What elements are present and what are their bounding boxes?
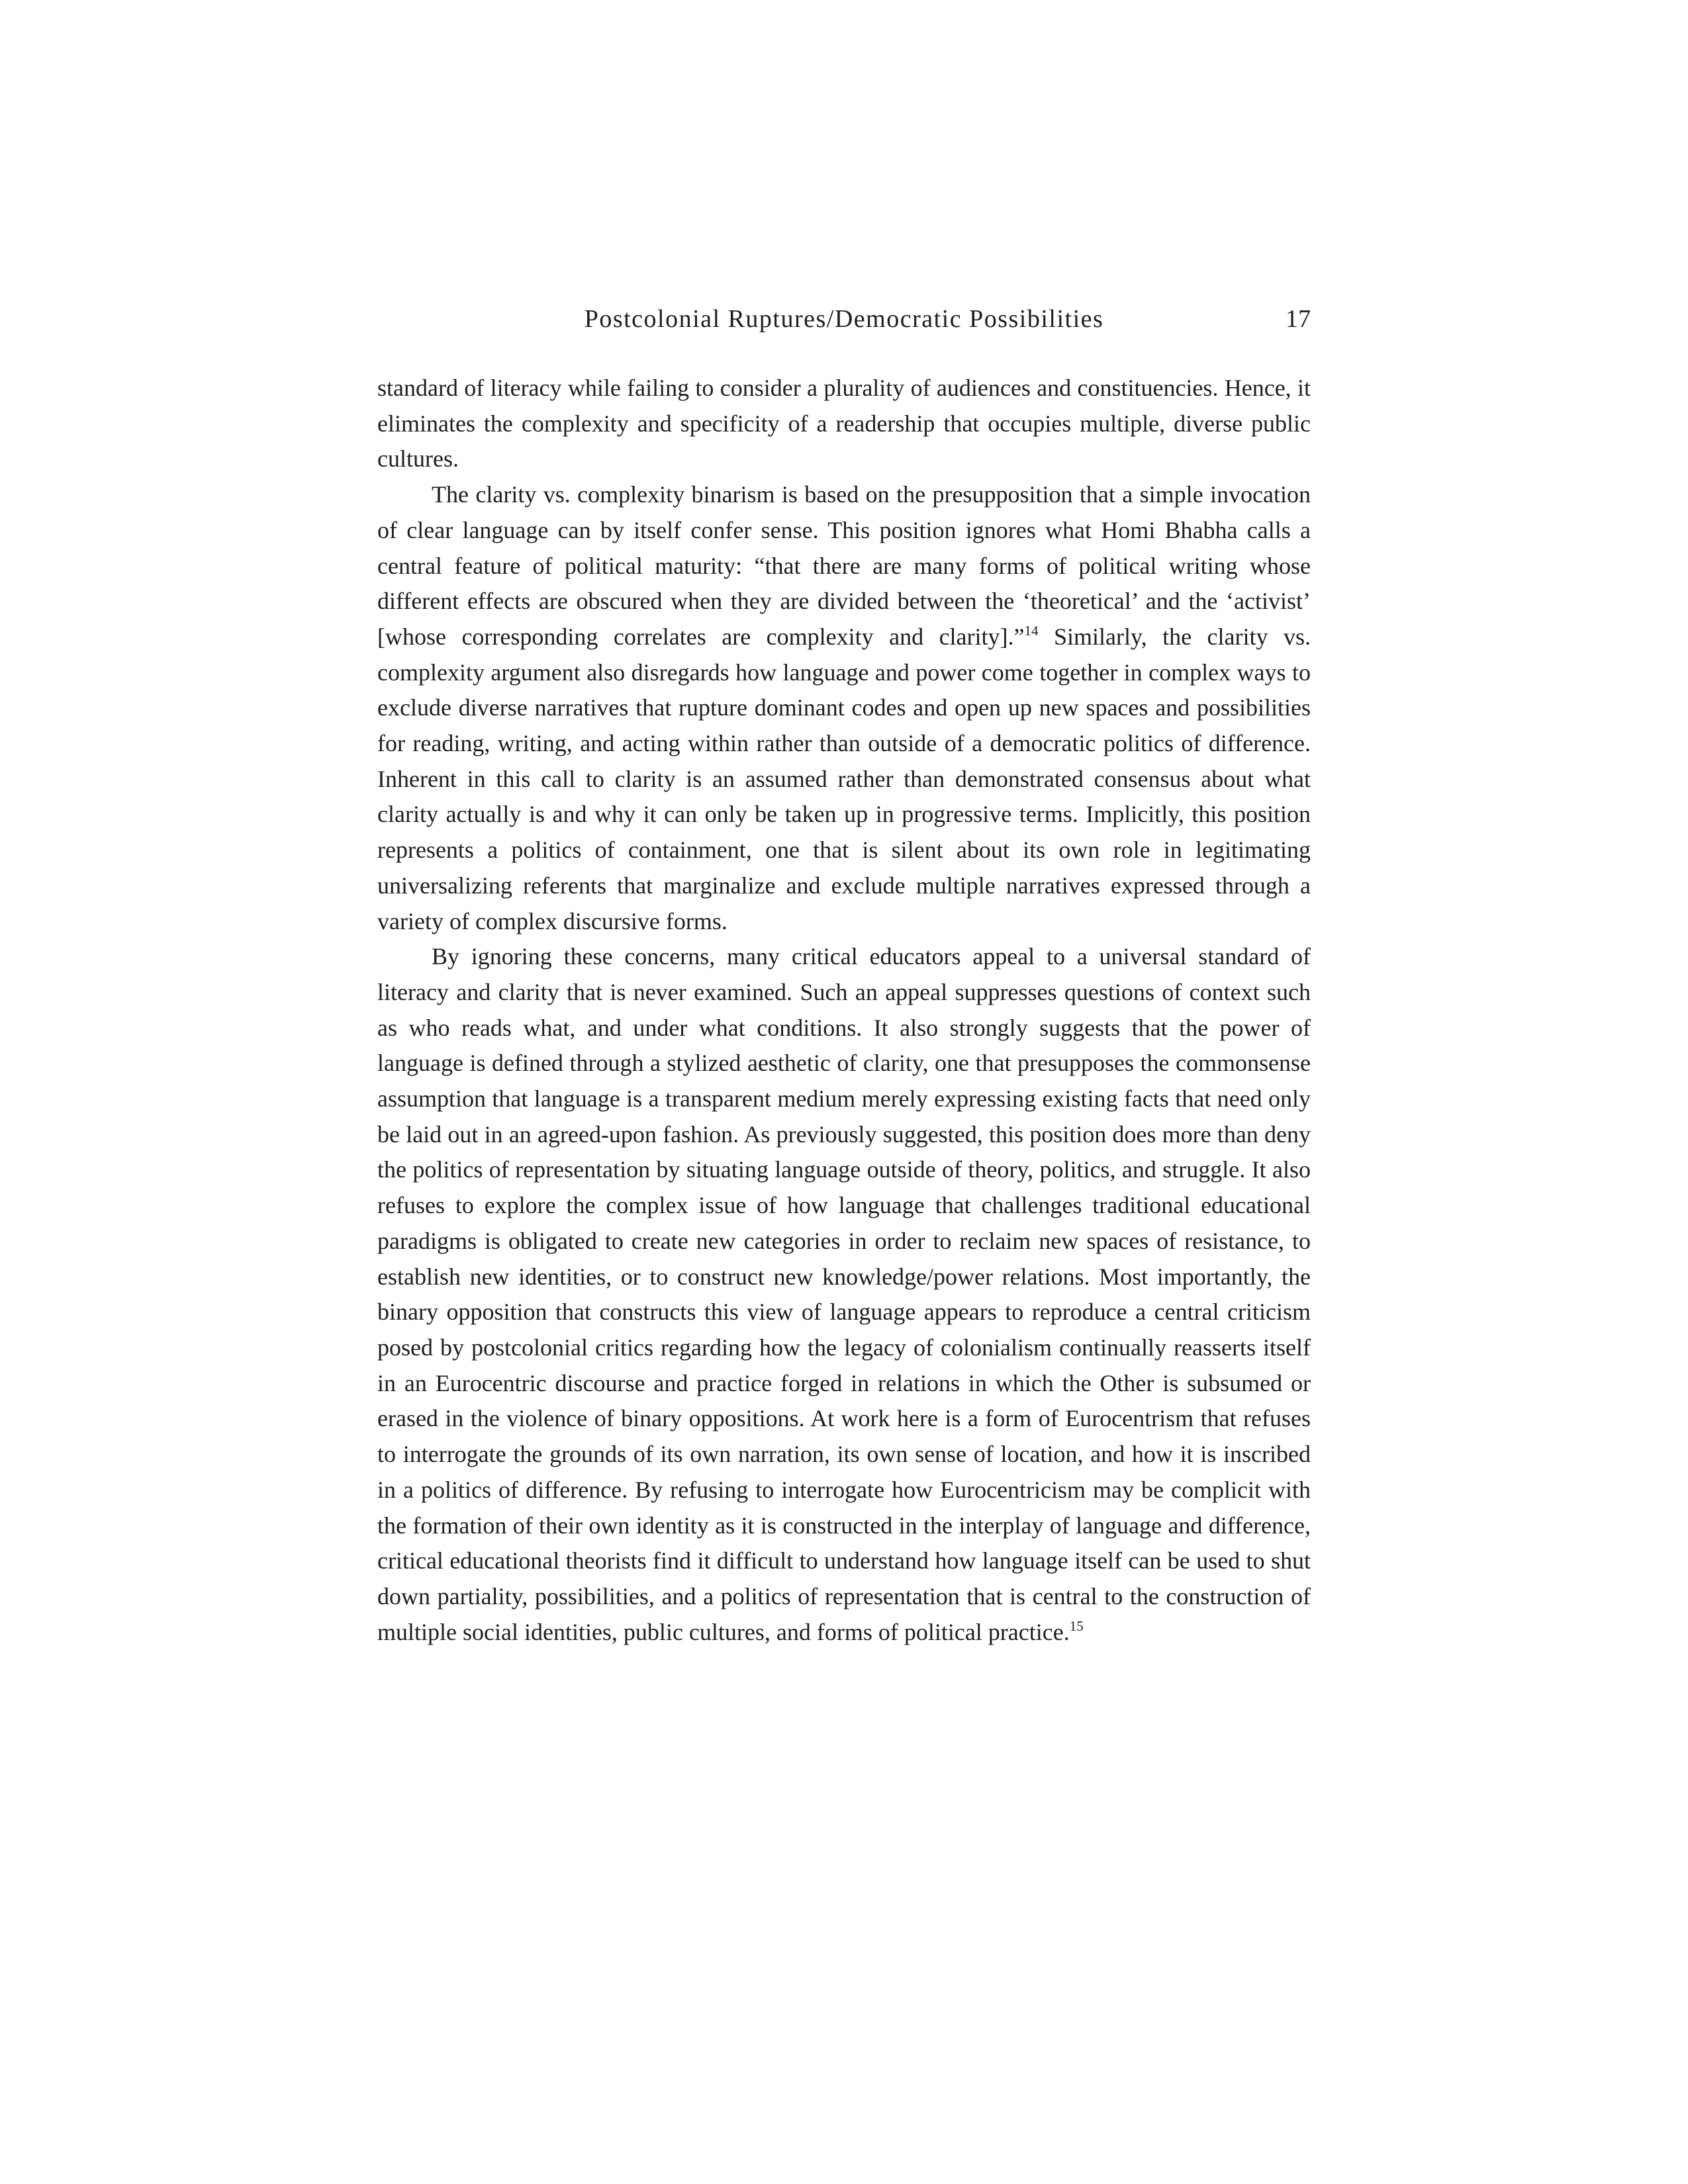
body-text	[377, 371, 1311, 1650]
footnote-reference[interactable]: 14	[1024, 622, 1039, 639]
paragraph-clarity-binarism	[377, 477, 1311, 939]
paragraph-ignoring-concerns	[377, 939, 1311, 1650]
paragraph-text: The clarity vs. complexity binarism is based on the presupposition that a simple invocation of clear language can by itself confer sense. This position ignores what Homi Bhabha calls a central feature of political maturity: “that there are many forms of political writing whose different effects are obscured when they are divided between the ‘theoretical’ and the ‘activist’ [whose corresponding correlates are complexity and clarity].”	[377, 481, 1311, 650]
page-number: 17	[1286, 305, 1311, 333]
running-head	[377, 304, 1311, 341]
book-page	[377, 304, 1311, 1650]
footnote-reference[interactable]: 15	[1069, 1617, 1084, 1634]
paragraph-text: Similarly, the clarity vs. complexity argument also disregards how language and power come together in complex ways to exclude diverse narratives that rupture dominant codes and open up new spaces and possibilities for reading, writing, and acting within rather than outside of a democratic politics of difference. Inherent in this call to clarity is an assumed rather than demonstrated consensus about what clarity actually is and why it can only be taken up in progressive terms. Implicitly, this position represents a politics of containment, one that is silent about its own role in legitimating universalizing referents that marginalize and exclude multiple narratives expressed through a variety of complex discursive forms.	[377, 623, 1311, 934]
paragraph-text: By ignoring these concerns, many critical educators appeal to a universal standard of literacy and clarity that is never examined. Such an appeal suppresses questions of context such as who reads what, and under what conditions. It also strongly suggests that the power of language is defined through a stylized aesthetic of clarity, one that presupposes the commonsense assumption that language is a transparent medium merely expressing existing facts that need only be laid out in an agreed-upon fashion. As previously suggested, this position does more than deny the politics of representation by situating language outside of theory, politics, and struggle. It also refuses to explore the complex issue of how language that challenges traditional educational paradigms is obligated to create new categories in order to reclaim new spaces of resistance, to establish new identities, or to construct new knowledge/power relations. Most importantly, the binary opposition that constructs this view of language appears to reproduce a central criticism posed by postcolonial critics regarding how the legacy of colonialism continually reasserts itself in an Eurocentric discourse and practice forged in relations in which the Other is subsumed or erased in the violence of binary oppositions. At work here is a form of Eurocentrism that refuses to interrogate the grounds of its own narration, its own sense of location, and how it is inscribed in a politics of difference. By refusing to interrogate how Eurocentricism may be complicit with the formation of their own identity as it is constructed in the interplay of language and difference, critical educational theorists find it difficult to understand how language itself can be used to shut down partiality, possibilities, and a politics of representation that is central to the construction of multiple social identities, public cultures, and forms of political practice.	[377, 943, 1311, 1645]
paragraph-continuation	[377, 371, 1311, 477]
running-title: Postcolonial Ruptures/Democratic Possibilities	[584, 305, 1104, 333]
paragraph-text: standard of literacy while failing to consider a plurality of audiences and constituencies. Hence, it eliminates the complexity and specificity of a readership that occupies multiple, diverse public cultures.	[377, 375, 1311, 473]
